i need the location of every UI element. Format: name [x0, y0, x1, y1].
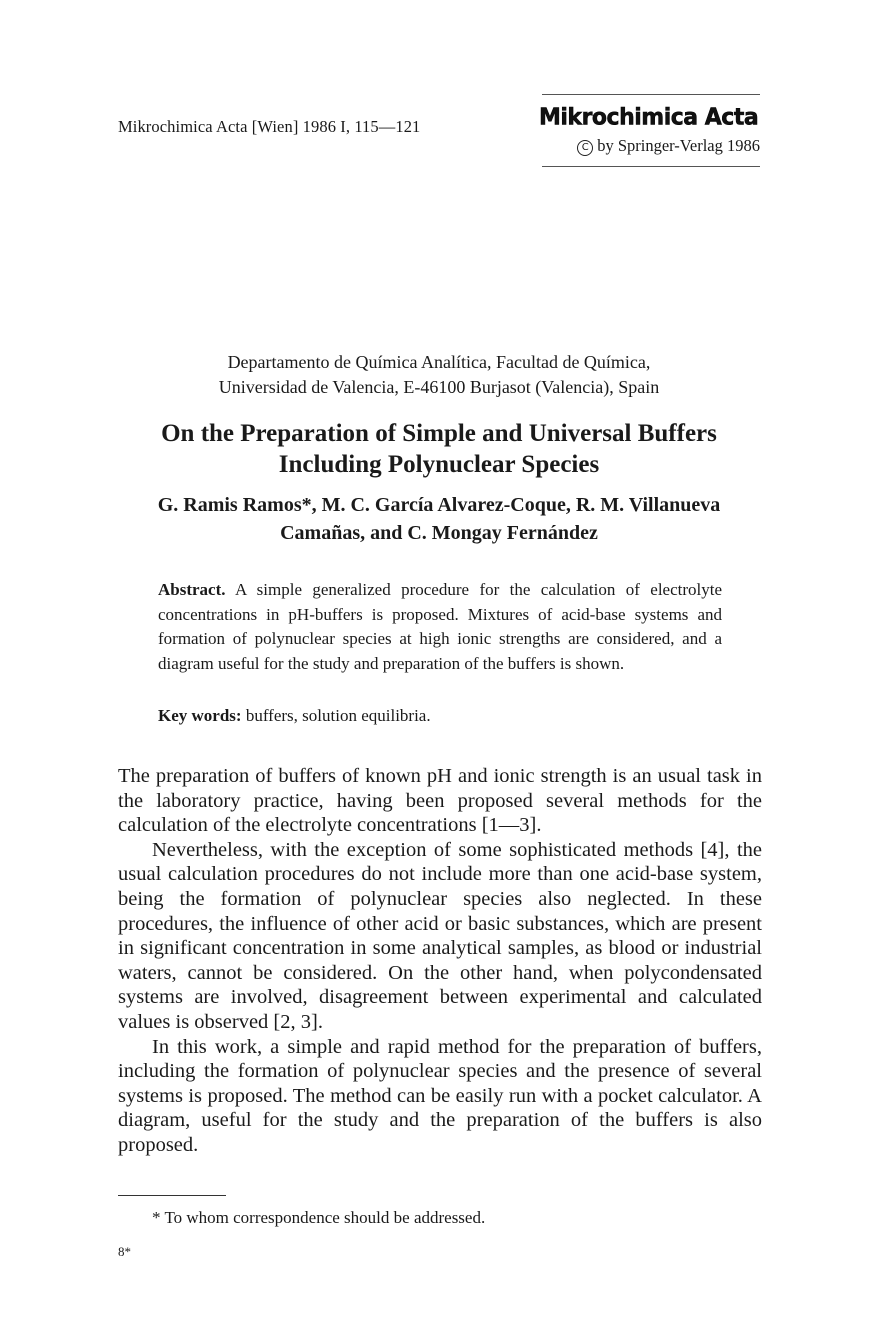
journal-block — [539, 94, 760, 167]
journal-logo-text: Mikrochimica Acta — [539, 104, 759, 131]
body-paragraph: The preparation of buffers of known pH and ionic strength is an usual task in the laboratory practice, having been proposed several methods for the calculation of the electrolyte concentrations [1—3]. — [118, 765, 762, 837]
journal-logo — [539, 104, 760, 130]
body-paragraph: In this work, a simple and rapid method for the preparation of buffers, including the formation of polynuclear species and the presence of several systems is proposed. The method can be easily run with a pocket calculator. A diagram, useful for the study and the preparation of the buffers is also proposed. — [118, 1035, 762, 1156]
abstract — [158, 578, 722, 676]
footnote: * To whom correspondence should be addressed. — [152, 1208, 486, 1227]
paper-title — [110, 418, 768, 480]
page-signature: 8* — [118, 1244, 131, 1259]
journal-rule-top — [542, 94, 760, 95]
copyright-line — [542, 136, 760, 156]
abstract-text: A simple generalized procedure for the calculation of electrolyte concentrations in pH-buffers is proposed. Mixtures of acid-base systems and formation of polynuclear species at high ionic strengths are considered, and a diagram useful for the study and preparation of the buffers is shown. — [158, 580, 723, 673]
authors-line-2: Camañas, and C. Mongay Fernández — [280, 522, 598, 544]
keywords-text: buffers, solution equilibria. — [245, 706, 431, 725]
affiliation-line-2: Universidad de Valencia, E-46100 Burjasot (Valencia), Spain — [218, 377, 660, 397]
copyright-icon: C — [577, 140, 593, 156]
abstract-label: Abstract. — [158, 580, 226, 599]
affiliation-line-1: Departamento de Química Analítica, Facultad de Química, — [227, 352, 651, 372]
body-text — [118, 764, 762, 1158]
copyright-text: by Springer-Verlag 1986 — [597, 136, 760, 155]
author-list — [110, 491, 768, 547]
journal-rule-bottom — [542, 166, 760, 167]
title-line-1: On the Preparation of Simple and Universal Buffers — [161, 420, 717, 447]
keywords — [158, 706, 722, 726]
authors-line-1: G. Ramis Ramos*, M. C. García Alvarez-Coque, R. M. Villanueva — [157, 494, 721, 516]
body-paragraph: Nevertheless, with the exception of some sophisticated methods [4], the usual calculation procedures do not include more than one acid-base system, being the formation of polynuclear species also neglected. In these procedures, the influence of other acid or basic substances, which are present in significant concentration in some analytical samples, as blood or industrial waters, cannot be considered. On the other hand, when polycondensated systems are involved, disagreement between experimental and calculated values is observed [2, 3]. — [118, 838, 762, 1033]
affiliation — [118, 350, 760, 400]
keywords-label: Key words: — [158, 706, 242, 725]
title-line-2: Including Polynuclear Species — [278, 451, 600, 478]
footnote-rule — [118, 1195, 226, 1196]
journal-citation: Mikrochimica Acta [Wien] 1986 I, 115—121 — [118, 117, 421, 136]
